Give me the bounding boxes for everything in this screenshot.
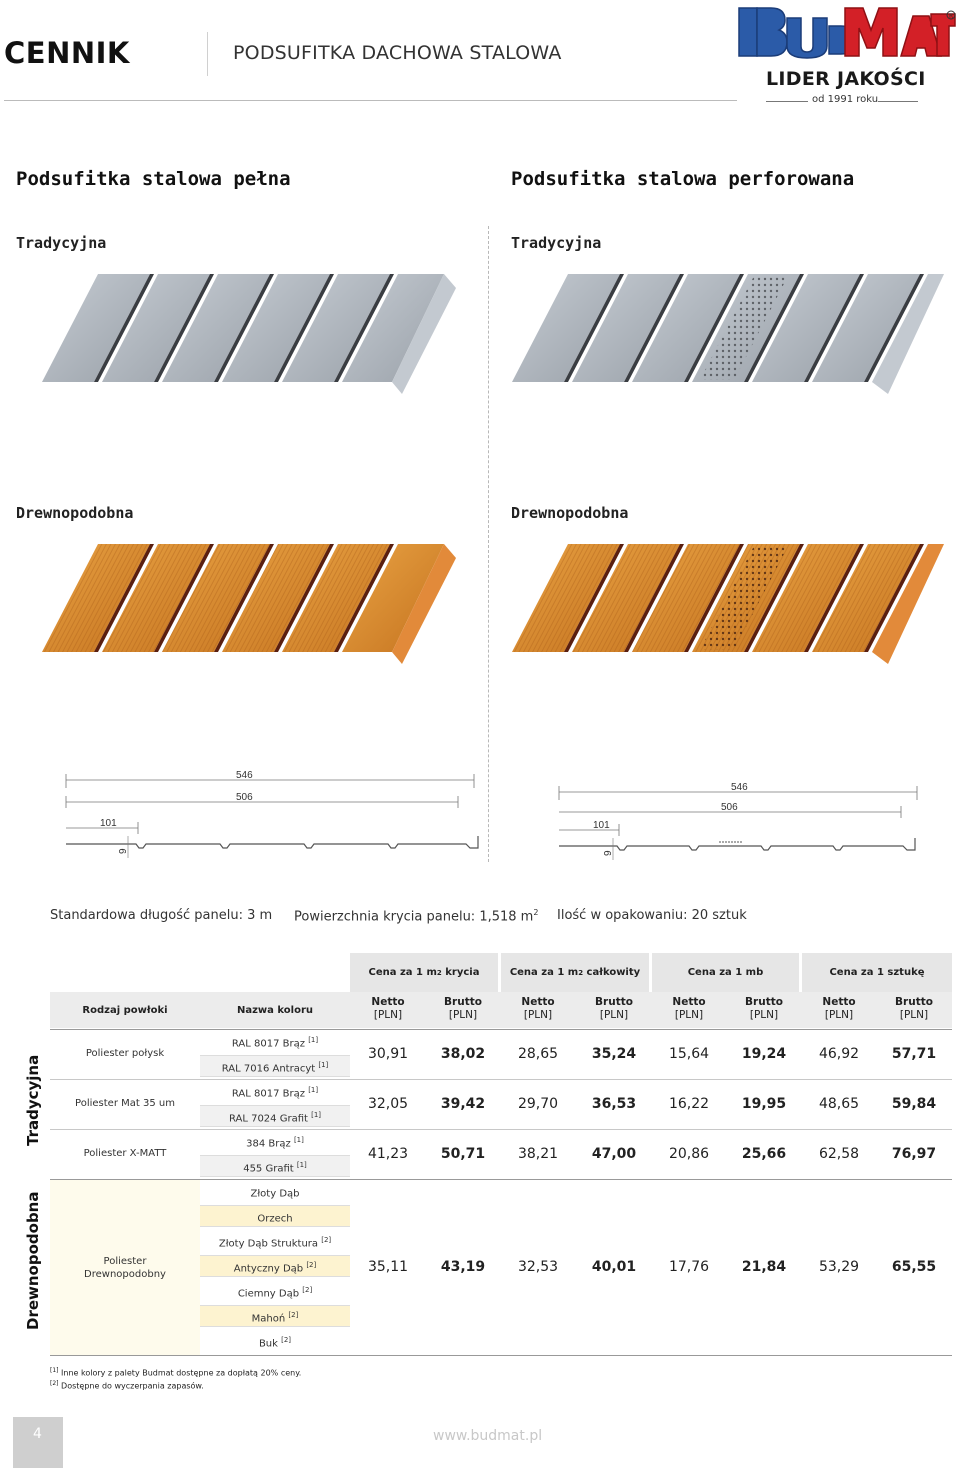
header-separator	[207, 32, 208, 76]
col-brutto-1: Brutto [PLN]	[444, 996, 482, 1021]
price-cell: 57,71	[891, 1046, 937, 1062]
col-netto-2: Netto [PLN]	[521, 996, 555, 1021]
left-section-title: Podsufitka stalowa pełna	[16, 168, 291, 190]
dim-left-rib: 101	[100, 818, 117, 829]
col-netto-4: Netto [PLN]	[822, 996, 856, 1021]
gh0-pre: Cena za 1 m	[368, 967, 437, 978]
price-cell: 17,76	[668, 1259, 710, 1275]
logo-rule-left	[766, 101, 808, 102]
price-cell: 16,22	[668, 1096, 710, 1112]
coating-cell: Poliester Mat 35 um	[75, 1098, 175, 1109]
col-brutto-2: Brutto [PLN]	[595, 996, 633, 1021]
group-header-m2-total	[501, 953, 651, 992]
price-cell: 47,00	[591, 1146, 637, 1162]
price-cell: 50,71	[440, 1146, 486, 1162]
coating-cell-wood: Poliester Drewnopodobny	[84, 1256, 166, 1280]
price-cell: 43,19	[440, 1259, 486, 1275]
price-cell: 76,97	[891, 1146, 937, 1162]
dim-left-total: 546	[236, 770, 253, 781]
logo-since: od 1991 roku	[812, 94, 879, 105]
col-brutto-4: Brutto [PLN]	[895, 996, 933, 1021]
spec-area-sup: 2	[533, 908, 539, 917]
panel-steel-perforated-image	[510, 270, 950, 400]
price-cell: 41,23	[367, 1146, 409, 1162]
logo-tagline: LIDER JAKOŚCI	[766, 68, 926, 90]
color-cell: Antyczny Dąb [2]	[233, 1261, 317, 1275]
price-cell: 30,91	[367, 1046, 409, 1062]
logo-rule-right	[878, 101, 918, 102]
price-cell: 53,29	[818, 1259, 860, 1275]
panel-wood-perforated-image	[510, 540, 950, 670]
price-cell: 25,66	[741, 1146, 787, 1162]
panel-wood-full-image	[40, 540, 460, 670]
gh0-post: krycia	[441, 967, 480, 978]
price-cell: 38,21	[517, 1146, 559, 1162]
profile-diagram-right	[555, 778, 935, 868]
page-number-box	[13, 1417, 63, 1468]
right-sub-wood: Drewnopodobna	[511, 504, 629, 522]
dim-left-height: 9	[118, 848, 129, 854]
col-netto-3: Netto [PLN]	[672, 996, 706, 1021]
col-brutto-3: Brutto [PLN]	[745, 996, 783, 1021]
dim-right-total: 546	[731, 782, 748, 793]
col-header-color: Nazwa koloru	[236, 1004, 313, 1016]
color-cell: Złoty Dąb Struktura [2]	[218, 1236, 332, 1250]
price-cell: 29,70	[517, 1096, 559, 1112]
price-cell: 35,11	[367, 1259, 409, 1275]
page-title: CENNIK	[4, 36, 130, 70]
color-cell: RAL 7024 Grafit [1]	[228, 1111, 322, 1125]
color-cell: 384 Brąz [1]	[246, 1136, 304, 1150]
price-cell: 19,24	[741, 1046, 787, 1062]
footnote-1: [1] Inne kolory z palety Budmat dostępne za dopłatą 20% ceny.	[50, 1367, 302, 1378]
price-cell: 65,55	[891, 1259, 937, 1275]
color-cell: RAL 8017 Brąz [1]	[231, 1036, 319, 1050]
col-header-coating: Rodzaj powłoki	[82, 1004, 168, 1016]
price-cell: 15,64	[668, 1046, 710, 1062]
spec-pack: Ilość w opakowaniu: 20 sztuk	[557, 908, 747, 923]
price-cell: 20,86	[668, 1146, 710, 1162]
price-cell: 62,58	[818, 1146, 860, 1162]
gh3-pre: Cena za 1 sztukę	[829, 967, 925, 978]
color-cell: Ciemny Dąb [2]	[237, 1286, 313, 1300]
dim-left-inner: 506	[236, 792, 253, 803]
header-rule	[4, 100, 737, 101]
dim-right-height: 9	[603, 850, 614, 856]
coating-cell: Poliester połysk	[85, 1048, 165, 1059]
rule	[50, 1079, 952, 1080]
price-cell: 59,84	[891, 1096, 937, 1112]
panel-steel-full-image	[40, 270, 460, 400]
gh1-pre: Cena za 1 m	[509, 967, 579, 978]
color-cell: Mahoń [2]	[251, 1311, 299, 1325]
price-cell: 35,24	[591, 1046, 637, 1062]
price-cell: 32,53	[517, 1259, 559, 1275]
price-cell: 21,84	[741, 1259, 787, 1275]
price-cell: 46,92	[818, 1046, 860, 1062]
right-sub-traditional: Tradycyjna	[511, 234, 602, 252]
rule	[50, 1129, 952, 1130]
price-cell: 38,02	[440, 1046, 486, 1062]
color-cell: 455 Grafit [1]	[243, 1161, 307, 1175]
price-cell: 39,42	[440, 1096, 486, 1112]
footer-url[interactable]: www.budmat.pl	[433, 1428, 543, 1444]
spec-length: Standardowa długość panelu: 3 m	[50, 908, 273, 923]
side-label-wood: Drewnopodobna	[24, 1191, 42, 1330]
spec-area-text: Powierzchnia krycia panelu: 1,518 m	[294, 909, 534, 925]
profile-diagram-left	[60, 766, 480, 866]
color-cell: Złoty Dąb	[250, 1188, 300, 1200]
group-header-m2-cover	[350, 953, 500, 992]
rule	[50, 1355, 952, 1356]
svg-text:R: R	[949, 13, 954, 20]
gh1-sup: 2	[578, 968, 584, 977]
gh1-post: całkowity	[583, 967, 641, 978]
dim-right-rib: 101	[593, 820, 610, 831]
price-cell: 36,53	[591, 1096, 637, 1112]
gh0-sup: 2	[436, 968, 442, 977]
col-netto-1: Netto [PLN]	[371, 996, 405, 1021]
center-divider	[488, 226, 489, 862]
color-cell: Orzech	[257, 1213, 293, 1225]
price-cell: 32,05	[367, 1096, 409, 1112]
price-cell: 48,65	[818, 1096, 860, 1112]
price-cell: 28,65	[517, 1046, 559, 1062]
left-sub-traditional: Tradycyjna	[16, 234, 107, 252]
side-label-traditional: Tradycyjna	[24, 1054, 42, 1146]
group-header-piece	[802, 953, 952, 992]
group-header-mb	[652, 953, 801, 992]
footnote-2: [2] Dostępne do wyczerpania zapasów.	[50, 1380, 204, 1391]
page-number: 4	[33, 1426, 42, 1442]
dim-right-inner: 506	[721, 802, 738, 813]
right-section-title: Podsufitka stalowa perforowana	[511, 168, 855, 190]
spec-area	[294, 908, 538, 924]
rule	[50, 1029, 952, 1030]
price-cell: 19,95	[741, 1096, 787, 1112]
price-cell: 40,01	[591, 1259, 637, 1275]
coating-cell: Poliester X-MATT	[83, 1148, 167, 1159]
color-cell: RAL 8017 Brąz [1]	[231, 1086, 319, 1100]
color-cell: Buk [2]	[258, 1336, 292, 1350]
left-sub-wood: Drewnopodobna	[16, 504, 134, 522]
gh2-pre: Cena za 1 mb	[687, 967, 764, 978]
page-subtitle: PODSUFITKA DACHOWA STALOWA	[233, 42, 562, 64]
color-cell: RAL 7016 Antracyt [1]	[221, 1061, 329, 1075]
